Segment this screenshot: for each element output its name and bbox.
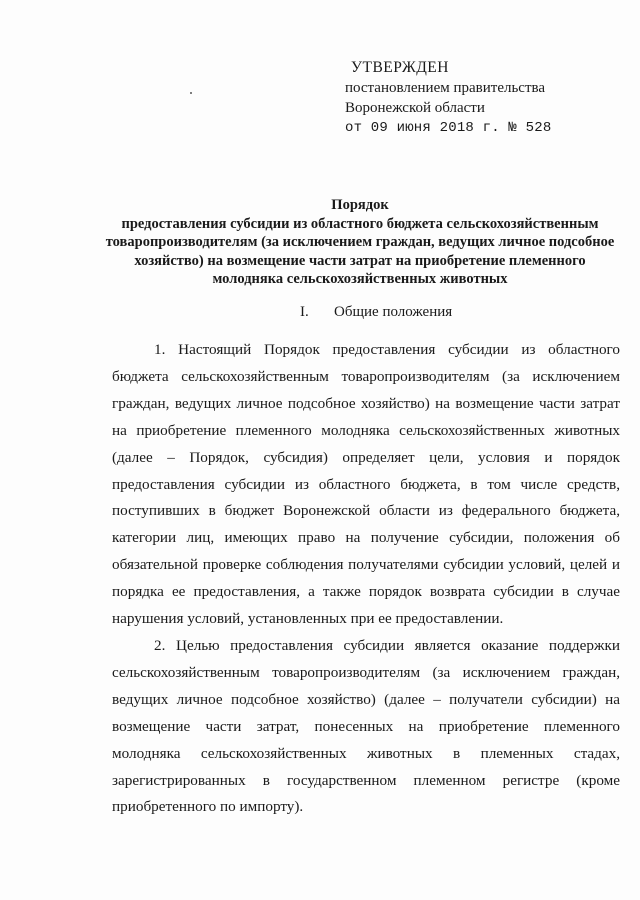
- section-number: I.: [300, 304, 309, 320]
- paragraph-1: 1. Настоящий Порядок предоставления субсидии из областного бюджета сельскохозяйственным товаропроизводителям (за исключением граждан, ведущих личное подсобное хозяйство) на возмещение части затрат на приобретение племенного молодняка сельскохозяйственных животных (далее – Порядок, субсидия) определяет цели, условия и порядок предоставления субсидии из областного бюджета, в том числе средств, поступивших в бюджет Воронежской области из федерального бюджета, категории лиц, имеющих право на получение субсидии, положения об обязательной проверке соблюдения получателями субсидии условий, целей и порядка ее предоставления, а также порядок возврата субсидии в случае нарушения условий, установленных при ее предоставлении.: [112, 341, 620, 628]
- approval-stamp: УТВЕРЖДЕН: [351, 59, 449, 76]
- document-title: Порядок: [331, 197, 389, 213]
- approval-date: от 09 июня 2018 г. № 528: [345, 120, 552, 136]
- section-heading: [300, 302, 452, 322]
- document-title-block: [100, 196, 620, 289]
- section-title: Общие положения: [334, 304, 453, 320]
- document-subtitle: предоставления субсидии из областного бюджета сельскохозяйственным товаропроизводителям (за исключением граждан, ведущих личное подсобное хозяйство) на возмещение части затрат на приобретение племенного молодняка сельскохозяйственных животных: [105, 215, 615, 288]
- body-text: [112, 337, 620, 821]
- approval-line-1: постановлением правительства: [345, 80, 546, 96]
- approval-block: [345, 58, 615, 138]
- scan-speck: [190, 92, 192, 94]
- approval-line-2: Воронежской области: [345, 100, 485, 116]
- paragraph-2: 2. Целью предоставления субсидии является оказание поддержки сельскохозяйственным товаропроизводителям (за исключением граждан, ведущих личное подсобное хозяйство) (далее – получатели субсидии) на возмещение части затрат, понесенных на приобретение племенного молодняка сельскохозяйственных животных в племенных стадах, зарегистрированных в государственном племенном регистре (кроме приобретенного по импорту).: [112, 636, 620, 816]
